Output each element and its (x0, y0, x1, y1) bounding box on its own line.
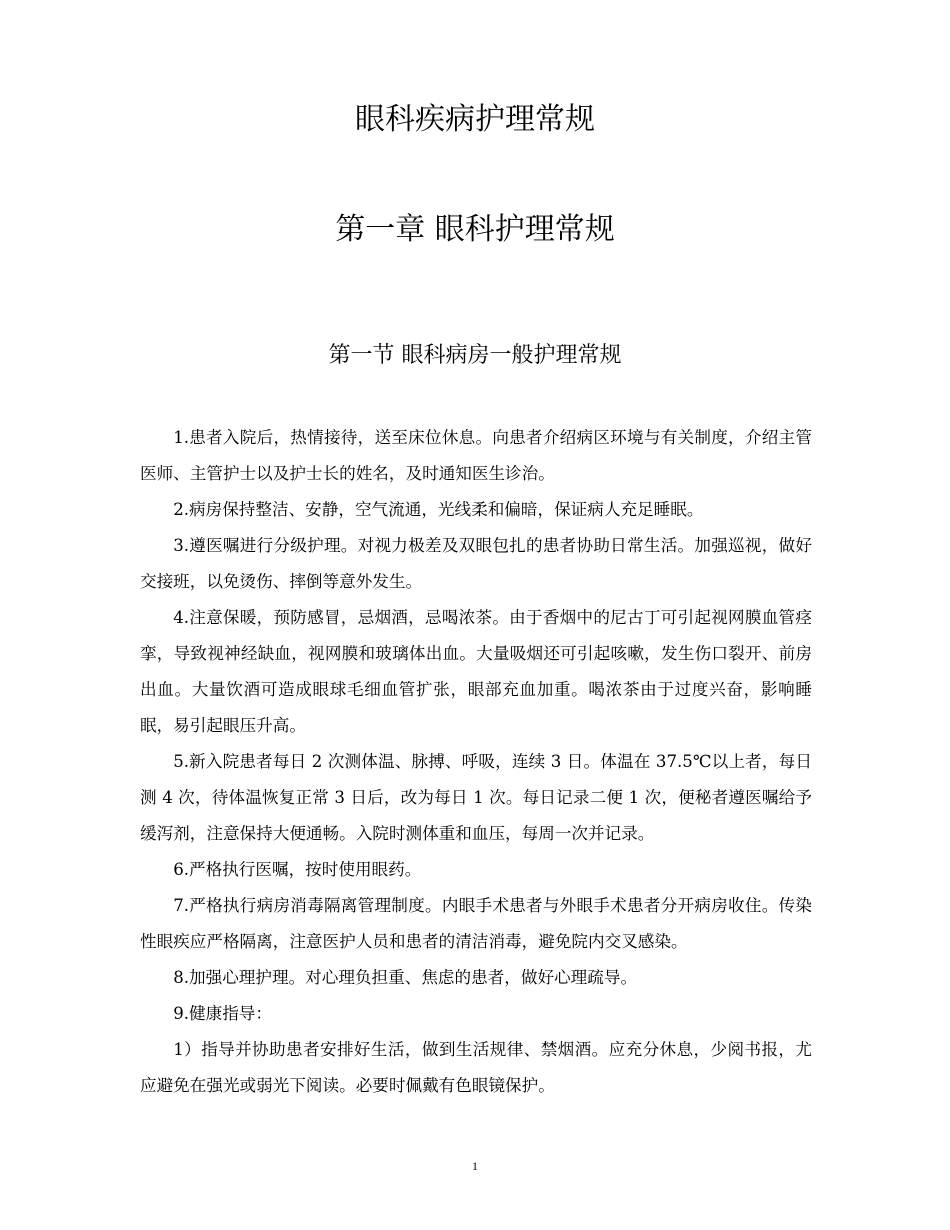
chapter-title: 第一章 眼科护理常规 (335, 212, 615, 247)
paragraph-9: 9.健康指导： (173, 1004, 272, 1023)
paragraph-6: 6.严格执行医嘱，按时使用眼药。 (173, 860, 422, 879)
page-number: 1 (472, 1159, 478, 1173)
paragraph-2: 2.病房保持整洁、安静，空气流通，光线柔和偏暗，保证病人充足睡眠。 (173, 500, 704, 519)
paragraph-10: 1）指导并协助患者安排好生活，做到生活规律、禁烟酒。应充分休息，少阅书报，尤应避免在强光或弱光下阅读。必要时佩戴有色眼镜保护。 (140, 1040, 812, 1095)
paragraph-4: 4.注意保暖，预防感冒，忌烟酒，忌喝浓茶。由于香烟中的尼古丁可引起视网膜血管痉挛，导致视神经缺血，视网膜和玻璃体出血。大量吸烟还可引起咳嗽，发生伤口裂开、前房出血。大量饮酒可造成眼球毛细血管扩张，眼部充血加重。喝浓茶由于过度兴奋，影响睡眠，易引起眼压升高。 (140, 608, 812, 735)
paragraph-8: 8.加强心理护理。对心理负担重、焦虑的患者，做好心理疏导。 (173, 968, 638, 987)
paragraph-7: 7.严格执行病房消毒隔离管理制度。内眼手术患者与外眼手术患者分开病房收住。传染性眼疾应严格隔离，注意医护人员和患者的清洁消毒，避免院内交叉感染。 (140, 896, 812, 951)
paragraph-1: 1.患者入院后，热情接待，送至床位休息。向患者介绍病区环境与有关制度，介绍主管医师、主管护士以及护士长的姓名，及时通知医生诊治。 (140, 428, 812, 483)
document-title: 眼科疾病护理常规 (355, 102, 595, 137)
paragraph-5: 5.新入院患者每日 2 次测体温、脉搏、呼吸，连续 3 日。体温在 37.5℃以上者，每日测 4 次，待体温恢复正常 3 日后，改为每日 1 次。每日记录二便 1 次，便秘者遵医嘱给予缓泻剂，注意保持大便通畅。入院时测体重和血压，每周一次并记录。 (140, 752, 813, 843)
document-body (140, 420, 812, 1104)
section-title: 第一节 眼科病房一般护理常规 (328, 343, 622, 368)
paragraph-3: 3.遵医嘱进行分级护理。对视力极差及双眼包扎的患者协助日常生活。加强巡视，做好交接班，以免烫伤、摔倒等意外发生。 (140, 536, 812, 591)
